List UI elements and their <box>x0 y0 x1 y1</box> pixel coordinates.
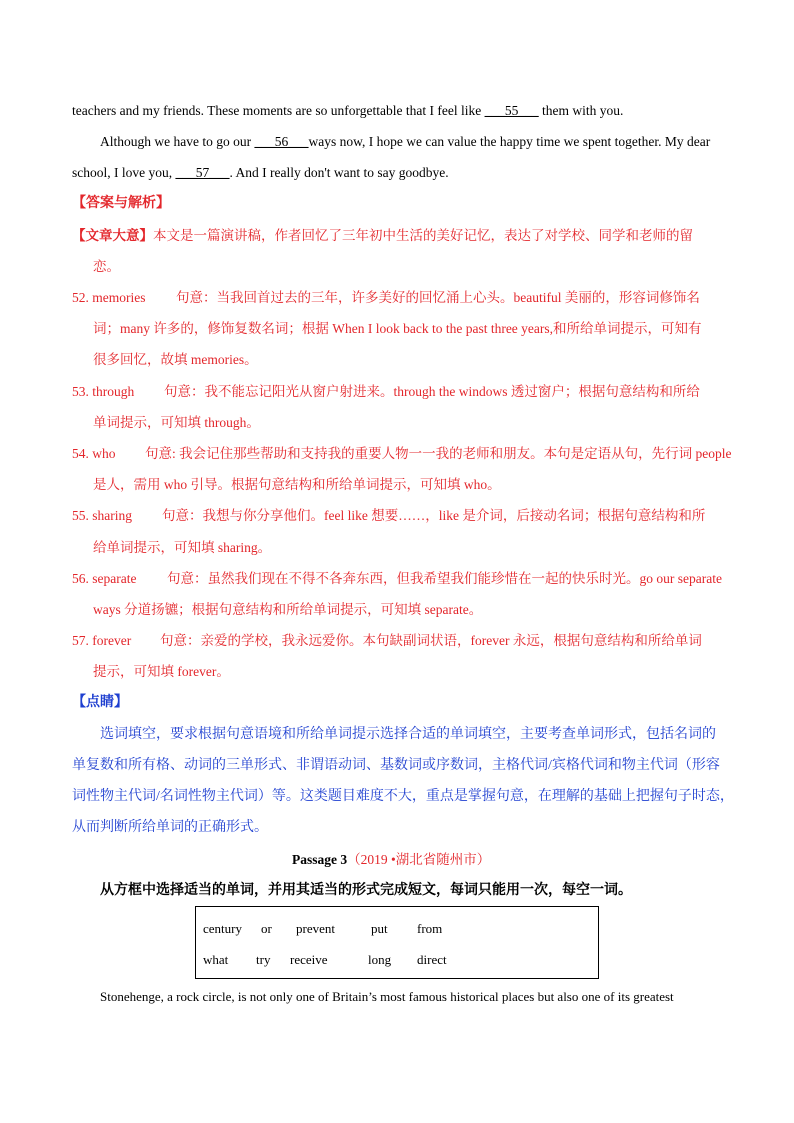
tips-line-3: 词性物主代词/名词性物主代词）等。这类题目难度不大，重点是掌握句意，在理解的基础上把握句子时态， <box>72 789 734 804</box>
summary-label: 【文章大意】 <box>72 228 153 243</box>
answer-57-line-2: 提示，可知填 forever。 <box>93 664 230 679</box>
tips-header: 【点睛】 <box>72 695 128 710</box>
passage-line-3 <box>72 164 449 182</box>
passage3-title <box>292 851 490 869</box>
answer-55-line-2: 给单词提示，可知填 sharing。 <box>93 540 272 555</box>
passage-line-2 <box>100 133 710 151</box>
passage3-title-text: Passage 3 <box>292 852 348 867</box>
answer-52-line-2: 词；many 许多的，修饰复数名词；根据 When I look back to the past three years,和所给单词提示，可知有 <box>93 321 702 336</box>
tips-line-4: 从而判断所给单词的正确形式。 <box>72 820 268 835</box>
answer-57-text: 句意：亲爱的学校，我永远爱你。本句缺副词状语，forever 永远，根据句意结构和所给单词 <box>160 633 702 648</box>
tips-line-1: 选词填空，要求根据句意语境和所给单词提示选择合适的单词填空，主要考查单词形式，包括名词的 <box>100 727 716 742</box>
answer-52-line-3: 很多回忆，故填 memories。 <box>93 352 258 367</box>
blank-57: ___57___ <box>175 165 230 180</box>
passage-text: ways now, I hope we can value the happy time we spent together. My dear <box>308 134 711 149</box>
summary-line-2: 恋。 <box>93 259 120 274</box>
answer-54-text: 句意: 我会记住那些帮助和支持我的重要人物一一我的老师和朋友。本句是定语从句，先行词 people <box>145 446 732 461</box>
answer-56-line-1 <box>72 570 722 588</box>
word-try: try <box>256 952 271 967</box>
passage3-source: （2019 •湖北省随州市） <box>347 852 491 867</box>
answer-53-line-1 <box>72 383 700 401</box>
answer-52-text: 句意：当我回首过去的三年，许多美好的回忆涌上心头。beautiful 美丽的，形容词修饰名 <box>176 290 700 305</box>
answer-57-line-1 <box>72 632 702 650</box>
answer-55-text: 句意：我想与你分享他们。feel like 想要……，like 是介词，后接动名词；根据句意结构和所 <box>162 508 706 523</box>
passage-text: school, I love you, <box>72 165 176 180</box>
answer-header: 【答案与解析】 <box>72 196 170 211</box>
passage-text: them with you. <box>538 103 624 118</box>
word-century: century <box>203 921 242 936</box>
answer-55-line-1 <box>72 507 705 525</box>
blank-56: ___56___ <box>254 134 309 149</box>
word-what: what <box>203 952 229 967</box>
passage-text: teachers and my friends. These moments are so unforgettable that I feel like <box>72 103 485 118</box>
word-prevent: prevent <box>296 921 335 936</box>
answer-53-head: 53. through <box>72 384 135 399</box>
summary-line-1 <box>72 227 693 245</box>
passage-text: Although we have to go our <box>100 134 255 149</box>
answer-56-head: 56. separate <box>72 571 137 586</box>
answer-54-line-2: 是人，需用 who 引导。根据句意结构和所给单词提示，可知填 who。 <box>93 477 501 492</box>
answer-54-line-1 <box>72 445 731 463</box>
word-receive: receive <box>290 952 328 967</box>
tips-line-2: 单复数和所有格、动词的三单形式、非谓语动词、基数词或序数词，主格代词/宾格代词和物主代词（形容 <box>72 758 720 773</box>
word-box <box>195 906 599 979</box>
answer-54-head: 54. who <box>72 446 116 461</box>
answer-57-head: 57. forever <box>72 633 132 648</box>
word-long: long <box>368 952 392 967</box>
answer-52-line-1 <box>72 289 700 307</box>
passage-text: . And I really don't want to say goodbye. <box>229 165 449 180</box>
blank-55: ___55___ <box>484 103 539 118</box>
answer-55-head: 55. sharing <box>72 508 132 523</box>
word-put: put <box>371 921 388 936</box>
answer-52-head: 52. memories <box>72 290 146 305</box>
answer-53-line-2: 单词提示，可知填 through。 <box>93 415 260 430</box>
word-or: or <box>261 921 272 936</box>
answer-56-text: 句意：虽然我们现在不得不各奔东西，但我希望我们能珍惜在一起的快乐时光。go our separate <box>167 571 722 586</box>
passage-line-1 <box>72 102 623 120</box>
answer-56-line-2: ways 分道扬镳；根据句意结构和所给单词提示，可知填 separate。 <box>93 602 483 617</box>
answer-53-text: 句意：我不能忘记阳光从窗户射进来。through the windows 透过窗户；根据句意结构和所给 <box>164 384 700 399</box>
summary-text: 本文是一篇演讲稿，作者回忆了三年初中生活的美好记忆，表达了对学校、同学和老师的留 <box>153 228 693 243</box>
passage3-first-line: Stonehenge, a rock circle, is not only one of Britain’s most famous historical places but also one of its greatest <box>100 989 674 1004</box>
passage3-instruction: 从方框中选择适当的单词，并用其适当的形式完成短文，每词只能用一次，每空一词。 <box>100 883 632 898</box>
word-direct: direct <box>417 952 447 967</box>
word-from: from <box>417 921 443 936</box>
